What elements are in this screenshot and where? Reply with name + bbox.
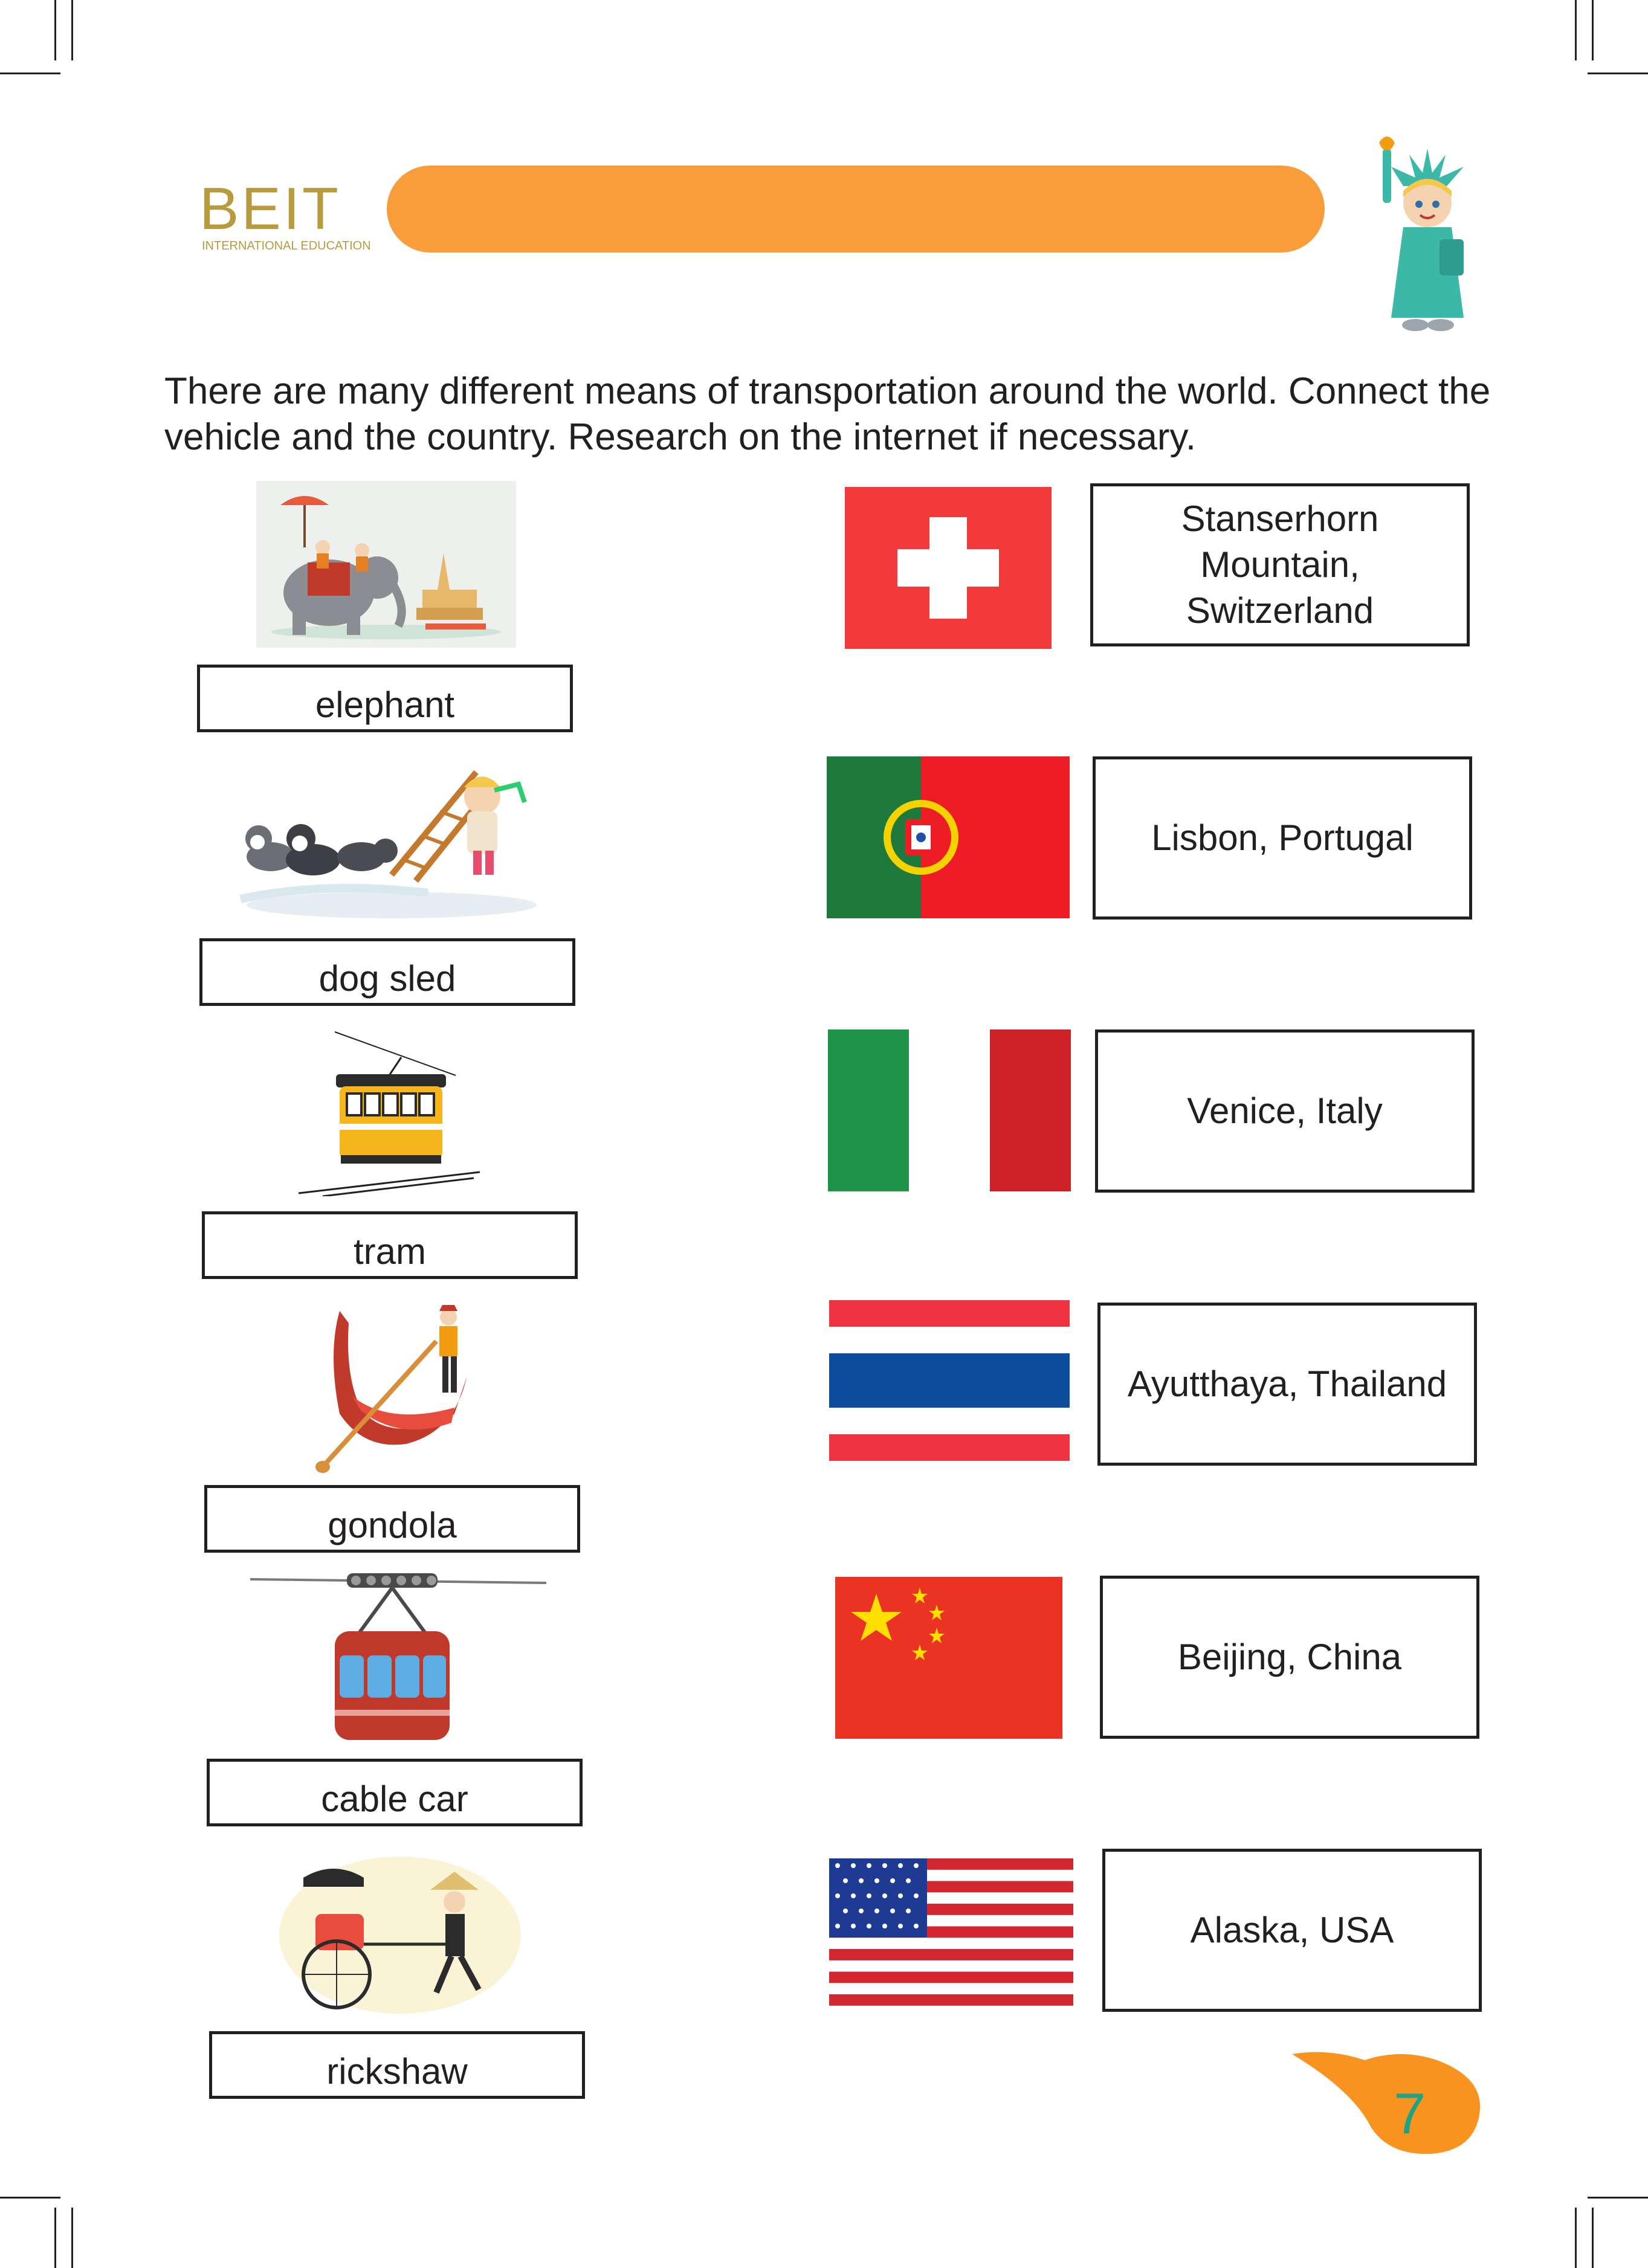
vehicle-label-tram: tram <box>202 1211 578 1279</box>
thailand-flag <box>829 1300 1070 1461</box>
vehicle-label-rickshaw: rickshaw <box>209 2031 585 2099</box>
vehicle-label-cable-car: cable car <box>207 1759 583 1826</box>
place-label-usa: Alaska, USA <box>1102 1849 1482 2012</box>
tram-icon <box>299 1027 480 1196</box>
page-number-blob <box>1292 2048 1485 2157</box>
gondola-icon <box>315 1305 473 1474</box>
crop-mark <box>1592 2208 1594 2268</box>
crop-mark <box>1575 0 1577 60</box>
cable-car-icon <box>250 1571 546 1746</box>
dog-sled-icon <box>234 754 543 923</box>
crop-mark <box>54 2208 56 2268</box>
place-label-italy: Venice, Italy <box>1095 1029 1475 1193</box>
crop-mark <box>1588 2197 1648 2199</box>
place-label-thailand: Ayutthaya, Thailand <box>1097 1303 1477 1466</box>
crop-mark <box>71 0 73 60</box>
usa-flag <box>829 1858 1073 2006</box>
crop-mark <box>71 2208 73 2268</box>
crop-mark <box>54 0 56 60</box>
page-number: 7 <box>1394 2081 1426 2146</box>
instructions-text: There are many different means of transportation around the world. Connect the vehicle and the country. Research on the internet if necessary. <box>164 370 1491 458</box>
elephant-ride-icon <box>256 481 516 648</box>
crop-mark <box>1588 72 1648 74</box>
china-flag <box>835 1577 1062 1739</box>
vehicle-label-elephant: elephant <box>197 665 573 732</box>
crop-mark <box>1575 2208 1577 2268</box>
brand-tagline: INTERNATIONAL EDUCATION <box>202 239 371 253</box>
crop-mark <box>0 72 60 74</box>
vehicle-label-dog-sled: dog sled <box>199 938 575 1006</box>
italy-flag <box>828 1029 1071 1191</box>
place-label-portugal: Lisbon, Portugal <box>1093 756 1472 920</box>
place-label-switzerland: Stanserhorn Mountain, Switzerland <box>1090 483 1470 646</box>
vehicle-label-gondola: gondola <box>204 1485 580 1553</box>
place-label-china: Beijing, China <box>1100 1576 1479 1739</box>
statue-of-liberty-mascot-icon <box>1367 137 1488 336</box>
crop-mark <box>0 2197 60 2199</box>
portugal-flag <box>827 756 1070 918</box>
rickshaw-icon <box>279 1854 521 2017</box>
switzerland-flag <box>845 487 1052 649</box>
crop-mark <box>1592 0 1594 60</box>
title-banner <box>387 166 1325 253</box>
brand-logo: BEIT <box>199 175 341 242</box>
